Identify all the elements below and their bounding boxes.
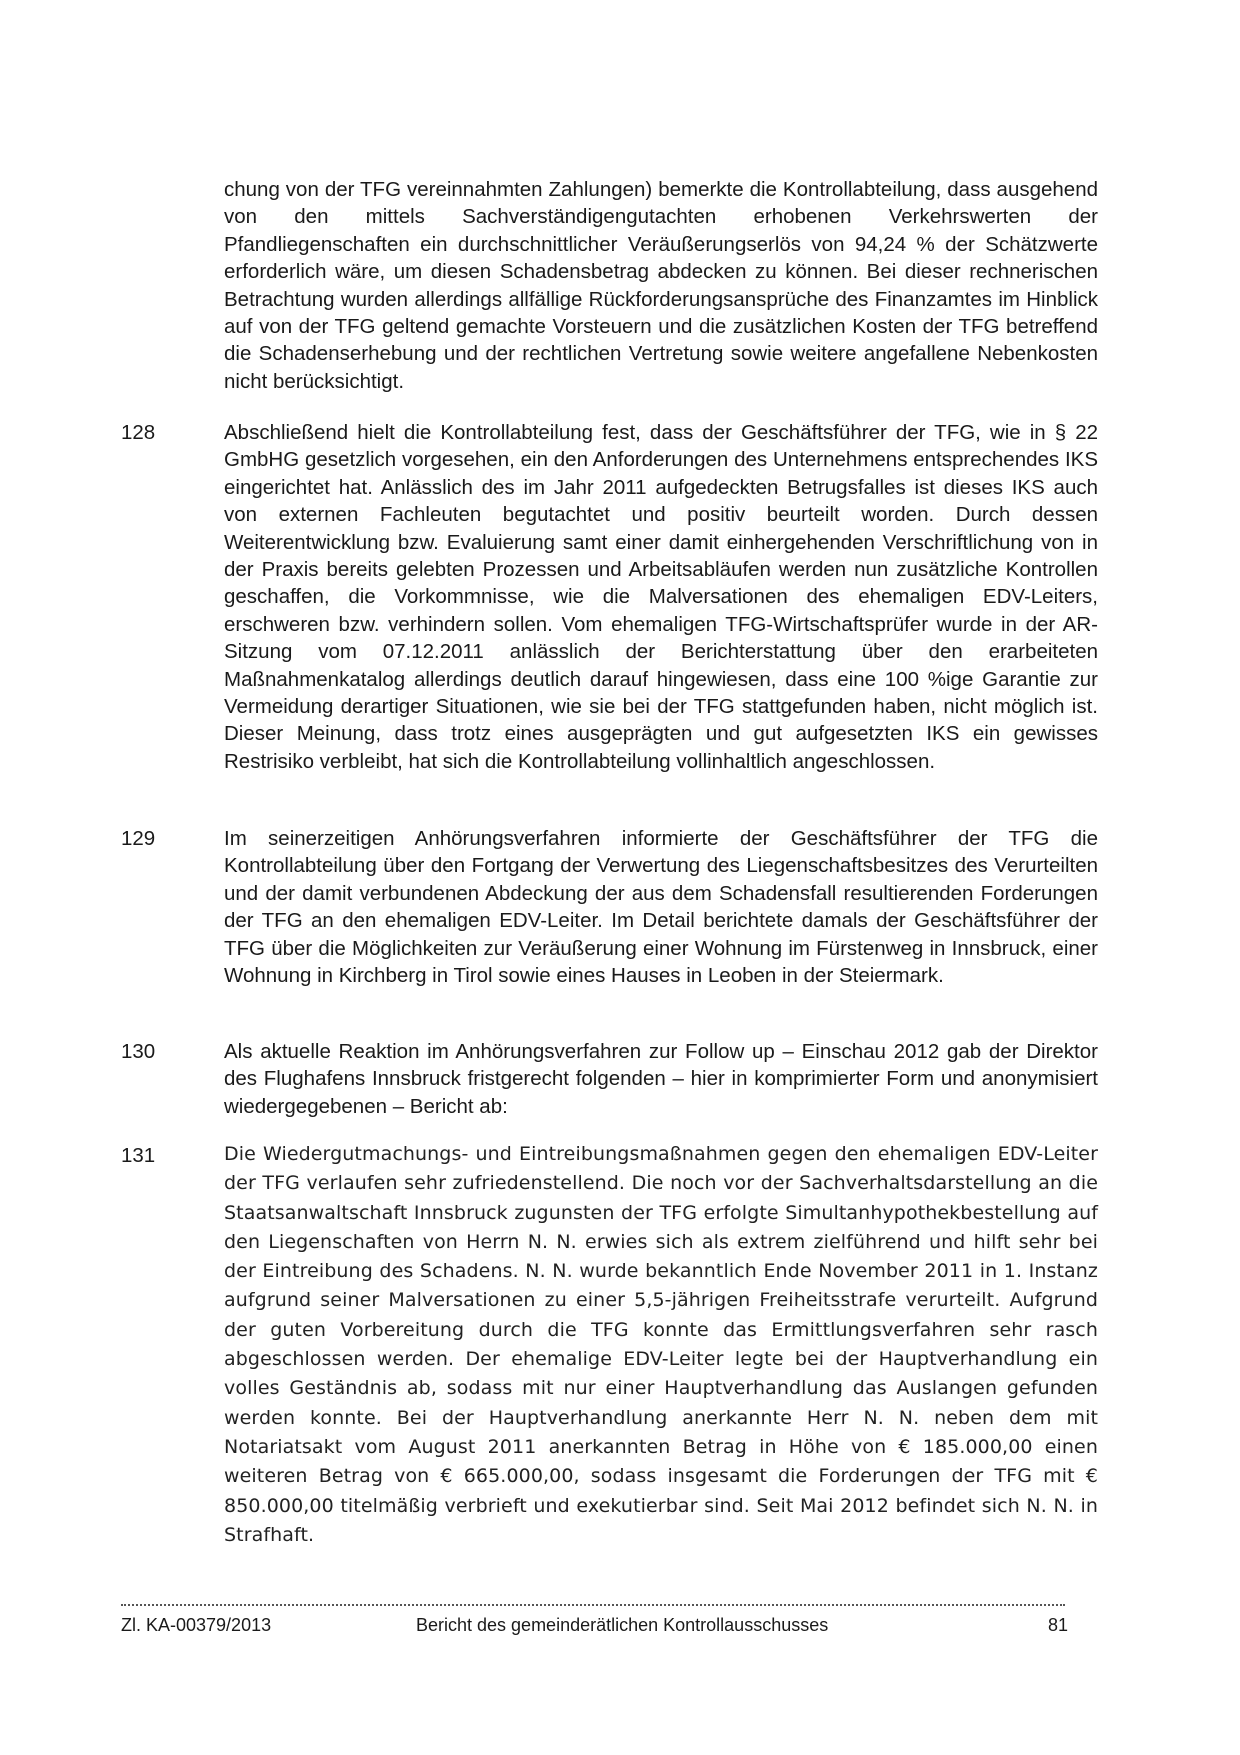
page-number: 81 [1048,1615,1069,1635]
paragraph-128 [224,419,1098,775]
paragraph-number-129: 129 [121,827,156,850]
paragraph-number-128: 128 [121,421,156,444]
paragraph-number-131: 131 [121,1144,156,1167]
paragraph-129 [224,825,1098,989]
paragraph-continuation [224,176,1098,395]
paragraph-text: Als aktuelle Reaktion im Anhörungsverfahren zur Follow up – Einschau 2012 gab der Direktor des Flughafens Innsbruck fristgerecht folgenden – hier in komprimierter Form und anonymisiert wiedergegebenen – Bericht ab: [224,1040,1098,1118]
footer-divider [121,1604,1065,1606]
paragraph-130 [224,1038,1098,1120]
footer-reference: Zl. KA-00379/2013 [121,1615,272,1635]
paragraph-text: Die Wiedergutmachungs- und Eintreibungsmaßnahmen gegen den ehemaligen EDV-Leiter der TFG verlaufen sehr zufriedenstellend. Die noch vor der Sachverhaltsdarstellung an die Staatsanwaltschaft Innsbruck zugunsten der TFG erfolgte Simultanhypothekbestellung auf den Liegenschaften von Herrn N. N. erwies sich als extrem zielführend und hilft sehr bei der Eintreibung des Schadens. N. N. wurde bekanntlich Ende November 2011 in 1. Instanz aufgrund seiner Malversationen zu einer 5,5-jährigen Freiheitsstrafe verurteilt. Aufgrund der guten Vorbereitung durch die TFG konnte das Ermittlungsverfahren sehr rasch abgeschlossen werden. Der ehemalige EDV-Leiter legte bei der Hauptverhandlung ein volles Geständnis ab, sodass mit nur einer Hauptverhandlung das Auslangen gefunden werden konnte. Bei der Hauptverhandlung anerkannte Herr N. N. neben dem mit Notariatsakt vom August 2011 anerkannten Betrag in Höhe von € 185.000,00 einen weiteren Betrag von € 665.000,00, sodass insgesamt die Forderungen der TFG mit € 850.000,00 titelmäßig verbrieft und exekutierbar sind. Seit Mai 2012 befindet sich N. N. in Strafhaft. [224,1143,1098,1546]
paragraph-text: Im seinerzeitigen Anhörungsverfahren informierte der Geschäftsführer der TFG die Kontrollabteilung über den Fortgang der Verwertung des Liegenschaftsbesitzes des Verurteilten und der damit verbundenen Abdeckung der aus dem Schadensfall resultierenden Forderungen der TFG an den ehemaligen EDV-Leiter. Im Detail berichtete damals der Geschäftsführer der TFG über die Möglichkeiten zur Veräußerung einer Wohnung im Fürstenweg in Innsbruck, einer Wohnung in Kirchberg in Tirol sowie eines Hauses in Leoben in der Steiermark. [224,827,1098,988]
paragraph-number-130: 130 [121,1040,156,1063]
paragraph-text: chung von der TFG vereinnahmten Zahlungen) bemerkte die Kontrollabteilung, dass ausgehend von den mittels Sachverständigengutachten erhobenen Verkehrswerten der Pfandliegenschaften ein durchschnittlicher Veräußerungserlös von 94,24 % der Schätzwerte erforderlich wäre, um diesen Schadensbetrag abdecken zu können. Bei dieser rechnerischen Betrachtung wurden allerdings allfällige Rückforderungsansprüche des Finanzamtes im Hinblick auf von der TFG geltend gemachte Vorsteuern und die zusätzlichen Kosten der TFG betreffend die Schadenserhebung und der rechtlichen Vertretung sowie weitere angefallene Nebenkosten nicht berücksichtigt. [224,178,1098,393]
footer-title: Bericht des gemeinderätlichen Kontrollausschusses [416,1615,829,1635]
paragraph-text: Abschließend hielt die Kontrollabteilung fest, dass der Geschäftsführer der TFG, wie in § 22 GmbHG gesetzlich vorgesehen, ein den Anforderungen des Unternehmens entsprechendes IKS eingerichtet hat. Anlässlich des im Jahr 2011 aufgedeckten Betrugsfalles ist dieses IKS auch von externen Fachleuten begutachtet und positiv beurteilt worden. Durch dessen Weiterentwicklung bzw. Evaluierung samt einer damit einhergehenden Verschriftlichung von in der Praxis bereits gelebten Prozessen und Arbeitsabläufen werden nun zusätzliche Kontrollen geschaffen, die Vorkommnisse, wie die Malversationen des ehemaligen EDV-Leiters, erschweren bzw. verhindern sollen. Vom ehemaligen TFG-Wirtschaftsprüfer wurde in der AR-Sitzung vom 07.12.2011 anlässlich der Berichterstattung über den erarbeiteten Maßnahmenkatalog allerdings deutlich darauf hingewiesen, dass eine 100 %ige Garantie zur Vermeidung derartiger Situationen, wie sie bei der TFG stattgefunden haben, nicht möglich ist. Dieser Meinung, dass trotz eines ausgeprägten und gut aufgesetzten IKS ein gewisses Restrisiko verbleibt, hat sich die Kontrollabteilung vollinhaltlich angeschlossen. [224,421,1098,773]
paragraph-131-quoted-report [224,1140,1098,1550]
